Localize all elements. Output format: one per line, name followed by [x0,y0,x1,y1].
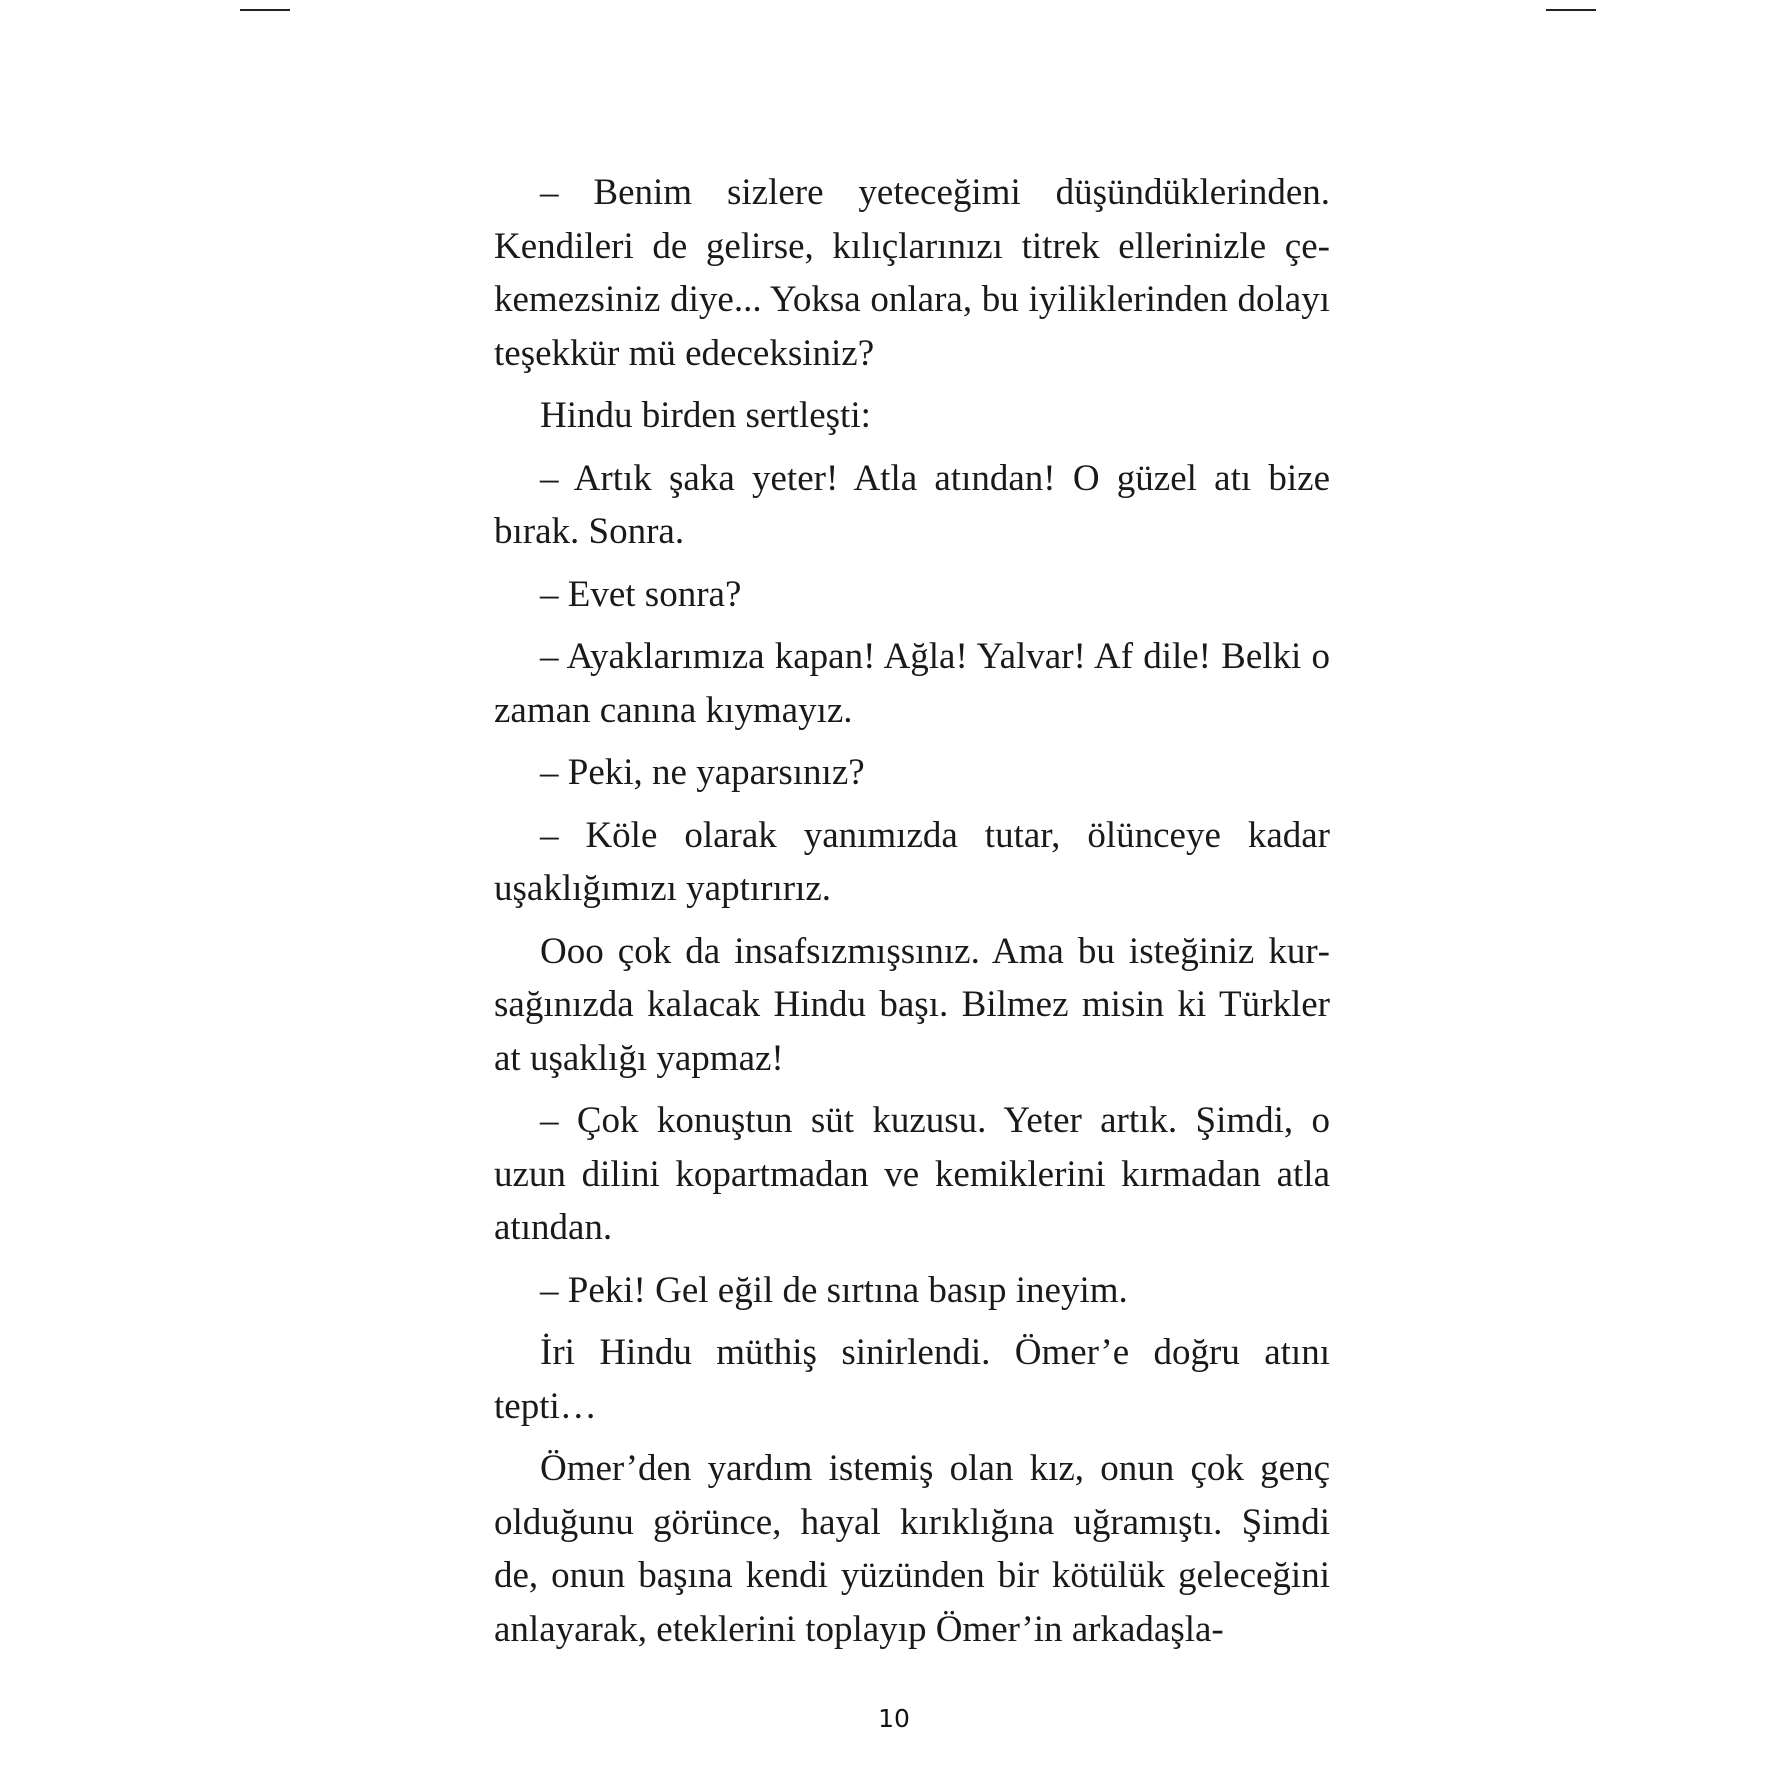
paragraph: – Peki, ne yaparsınız? [540,752,865,793]
paragraph: – Köle olarak yanımızda tutar, ölünceye kadar uşaklığımızı yaptırırız. [494,814,1330,909]
paragraph: – Çok konuştun süt kuzusu. Yeter artık. Şimdi, o uzun dilini kopartmadan ve kemiklerini kırmadan atla atından. [494,1100,1330,1248]
paragraph: Hindu birden sertleşti: [540,395,871,436]
paragraph: – Artık şaka yeter! Atla atından! O güzel atı bize bırak. Sonra. [494,457,1330,552]
paragraph: – Peki! Gel eğil de sırtına basıp ineyim. [540,1269,1128,1311]
body-text [494,166,1330,1665]
paragraph: – Ayaklarımıza kapan! Ağla! Yalvar! Af dile! Belki o zaman canına kıymayız. [494,636,1330,731]
paragraph: Ömer’den yardım istemiş olan kız, onun çok genç olduğunu görünce, hayal kırıklığına uğramıştı. Şimdi de, onun başına kendi yüzünden bir kötülük geleceğini anlayarak, eteklerini toplayıp Ömer’in arkadaşla- [494,1448,1330,1650]
paragraph: – Benim sizlere yeteceğimi düşündüklerinden. Kendileri de gelirse, kılıçlarınızı titrek ellerinizle çekemezsiniz diye... Yoksa onlara, bu iyiliklerinden dolayı teşekkür mü edeceksiniz? [494,172,1330,374]
crop-mark-right [1546,9,1596,11]
page-number: 10 [878,1704,910,1733]
crop-mark-left [240,9,290,11]
paragraph: – Evet sonra? [540,573,742,615]
paragraph: İri Hindu müthiş sinirlendi. Ömer’e doğru atını tepti… [494,1332,1330,1427]
paragraph: Ooo çok da insafsızmışsınız. Ama bu isteğiniz kursağınızda kalacak Hindu başı. Bilmez misin ki Türkler at uşaklığı yapmaz! [494,930,1330,1079]
